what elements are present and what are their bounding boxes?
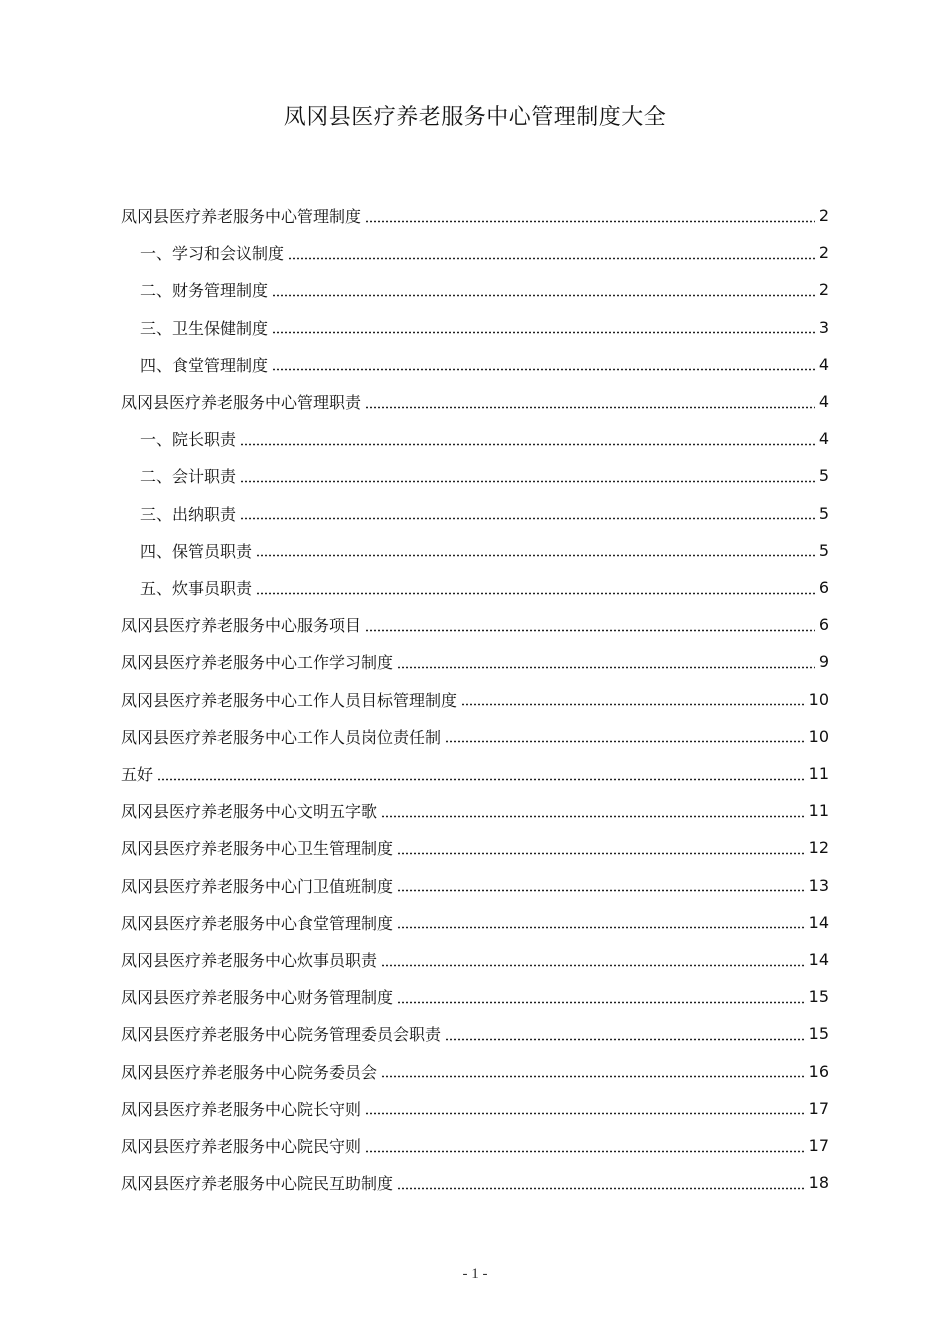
toc-dot-leader — [256, 554, 815, 557]
toc-entry-label: 凤冈县医疗养老服务中心卫生管理制度 — [121, 839, 394, 859]
toc-entry-label: 三、卫生保健制度 — [140, 318, 269, 338]
toc-entry-page-number: 4 — [818, 354, 829, 374]
toc-entry-page-number: 4 — [818, 392, 829, 411]
toc-entry-label: 凤冈县医疗养老服务中心门卫值班制度 — [121, 876, 394, 896]
toc-entry-label: 凤冈县医疗养老服务中心院民互助制度 — [121, 1174, 394, 1194]
toc-entry-label: 凤冈县医疗养老服务中心文明五字歌 — [121, 802, 378, 822]
toc-dot-leader — [256, 592, 815, 595]
toc-entry-page-number: 14 — [808, 912, 829, 932]
toc-entry-page-number: 12 — [808, 838, 829, 858]
toc-entry-page-number: 5 — [818, 540, 829, 560]
toc-entry-label: 凤冈县医疗养老服务中心工作学习制度 — [121, 653, 394, 673]
toc-dot-leader — [461, 703, 805, 706]
toc-entry[interactable] — [121, 681, 829, 718]
toc-dot-leader — [365, 629, 815, 632]
toc-entry[interactable] — [121, 904, 829, 941]
toc-dot-leader — [445, 1038, 805, 1041]
toc-entry-page-number: 15 — [808, 1024, 829, 1044]
toc-dot-leader — [397, 1001, 805, 1004]
toc-entry-label: 凤冈县医疗养老服务中心院长守则 — [121, 1099, 362, 1119]
toc-entry-page-number: 13 — [808, 875, 829, 895]
toc-entry[interactable] — [121, 792, 829, 829]
toc-entry-label: 凤冈县医疗养老服务中心工作人员目标管理制度 — [121, 690, 458, 710]
toc-dot-leader — [381, 1075, 805, 1078]
toc-dot-leader — [272, 368, 815, 371]
toc-entry-label: 五好 — [121, 765, 154, 784]
toc-dot-leader — [272, 294, 815, 297]
toc-entry[interactable] — [121, 1053, 829, 1090]
toc-entry[interactable] — [140, 420, 829, 457]
toc-entry[interactable] — [140, 346, 829, 383]
toc-entry[interactable] — [121, 867, 829, 904]
toc-entry-label: 五、炊事员职责 — [140, 579, 253, 598]
toc-entry-page-number: 10 — [808, 726, 829, 746]
toc-dot-leader — [397, 926, 805, 929]
toc-entry[interactable] — [121, 978, 829, 1015]
toc-entry[interactable] — [121, 941, 829, 978]
toc-entry[interactable] — [121, 606, 829, 643]
toc-dot-leader — [397, 889, 805, 892]
toc-dot-leader — [240, 480, 815, 483]
toc-entry-page-number: 17 — [808, 1136, 829, 1155]
toc-entry-page-number: 5 — [818, 503, 829, 523]
toc-entry-page-number: 6 — [818, 615, 829, 635]
toc-dot-leader — [288, 257, 815, 260]
toc-dot-leader — [240, 443, 815, 446]
toc-entry[interactable] — [121, 1015, 829, 1052]
toc-dot-leader — [272, 331, 815, 334]
toc-entry-label: 凤冈县医疗养老服务中心服务项目 — [121, 616, 362, 636]
toc-dot-leader — [397, 1187, 805, 1190]
toc-entry-label: 一、院长职责 — [140, 430, 237, 450]
toc-dot-leader — [157, 778, 805, 781]
toc-dot-leader — [365, 1150, 805, 1153]
toc-entry-label: 二、会计职责 — [140, 467, 237, 487]
toc-entry-page-number: 11 — [808, 801, 829, 821]
toc-entry-label: 凤冈县医疗养老服务中心财务管理制度 — [121, 988, 394, 1008]
toc-entry[interactable] — [140, 271, 829, 308]
toc-entry[interactable] — [140, 495, 829, 532]
toc-entry-page-number: 6 — [818, 578, 829, 597]
toc-entry-page-number: 10 — [808, 689, 829, 709]
toc-dot-leader — [365, 406, 815, 409]
toc-entry-page-number: 4 — [818, 429, 829, 449]
toc-entry-page-number: 14 — [808, 950, 829, 969]
toc-entry-label: 凤冈县医疗养老服务中心炊事员职责 — [121, 951, 378, 970]
toc-entry[interactable] — [121, 643, 829, 680]
toc-entry[interactable] — [121, 755, 829, 792]
toc-dot-leader — [397, 852, 805, 855]
toc-entry-label: 凤冈县医疗养老服务中心院民守则 — [121, 1137, 362, 1156]
toc-entry-page-number: 16 — [808, 1061, 829, 1081]
toc-entry-page-number: 2 — [818, 280, 829, 300]
toc-entry[interactable] — [121, 718, 829, 755]
toc-dot-leader — [381, 815, 805, 818]
toc-entry[interactable] — [121, 1127, 829, 1164]
toc-entry-page-number: 3 — [818, 317, 829, 337]
document-title: 凤冈县医疗养老服务中心管理制度大全 — [283, 105, 667, 130]
toc-entry-page-number: 2 — [818, 243, 829, 263]
toc-entry[interactable] — [121, 383, 829, 420]
toc-entry-page-number: 11 — [808, 764, 829, 783]
toc-entry[interactable] — [140, 569, 829, 606]
toc-dot-leader — [445, 740, 805, 743]
toc-dot-leader — [240, 517, 815, 520]
toc-entry-page-number: 18 — [808, 1173, 829, 1193]
toc-entry[interactable] — [121, 1164, 829, 1201]
toc-entry-label: 一、学习和会议制度 — [140, 244, 285, 264]
toc-entry-label: 凤冈县医疗养老服务中心管理制度 — [121, 207, 362, 226]
toc-entry-label: 二、财务管理制度 — [140, 281, 269, 301]
toc-entry[interactable] — [140, 234, 829, 271]
toc-entry-page-number: 15 — [808, 987, 829, 1007]
toc-entry-label: 三、出纳职责 — [140, 504, 237, 524]
toc-dot-leader — [365, 1112, 805, 1115]
toc-dot-leader — [381, 964, 805, 967]
toc-entry[interactable] — [140, 309, 829, 346]
toc-entry-page-number: 17 — [808, 1098, 829, 1118]
toc-entry-label: 凤冈县医疗养老服务中心院务管理委员会职责 — [121, 1025, 442, 1045]
toc-entry-label: 凤冈县医疗养老服务中心食堂管理制度 — [121, 913, 394, 933]
toc-entry-page-number: 2 — [818, 206, 829, 225]
toc-entry-label: 四、食堂管理制度 — [140, 355, 269, 375]
toc-entry-label: 凤冈县医疗养老服务中心工作人员岗位责任制 — [121, 727, 442, 747]
toc-dot-leader — [397, 666, 815, 669]
page-number-footer: - 1 - — [462, 1266, 488, 1282]
toc-entry[interactable] — [121, 197, 829, 234]
toc-entry-label: 凤冈县医疗养老服务中心管理职责 — [121, 393, 362, 412]
toc-entry[interactable] — [140, 532, 829, 569]
toc-entry-page-number: 9 — [818, 652, 829, 672]
toc-entry[interactable] — [121, 829, 829, 866]
toc-dot-leader — [365, 220, 815, 223]
toc-entry-label: 四、保管员职责 — [140, 541, 253, 561]
toc-entry-label: 凤冈县医疗养老服务中心院务委员会 — [121, 1062, 378, 1082]
toc-entry[interactable] — [121, 1090, 829, 1127]
toc-entry[interactable] — [140, 457, 829, 494]
toc-entry-page-number: 5 — [818, 466, 829, 486]
